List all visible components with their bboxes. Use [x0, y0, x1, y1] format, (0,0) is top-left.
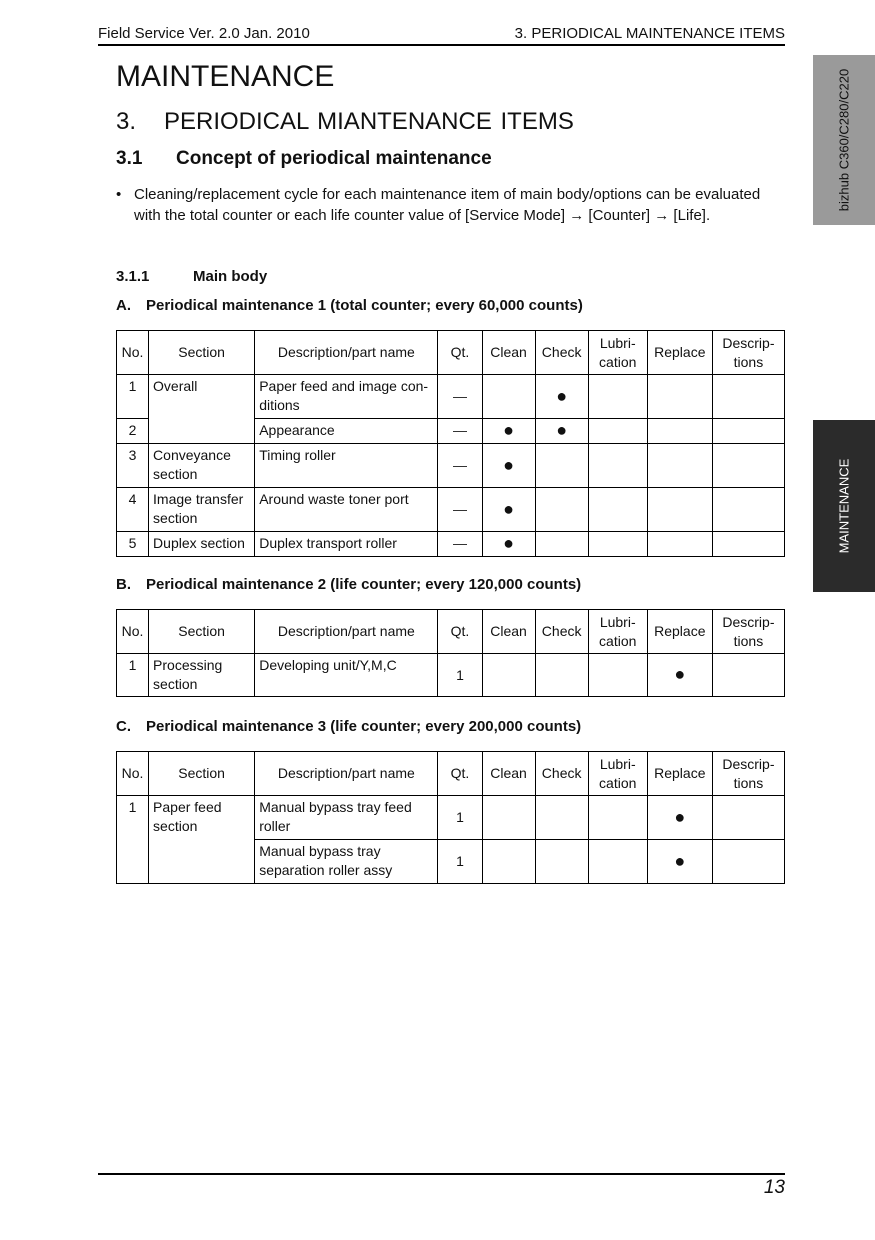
column-header-no: No.: [117, 610, 149, 654]
filled-circle-icon: ●: [556, 385, 568, 406]
cell-replace: [647, 654, 712, 697]
chapter-title: PERIODICAL MIANTENANCE ITEMS: [164, 108, 574, 135]
column-header-qt: Qt.: [438, 331, 482, 375]
cell-no: 2: [117, 419, 149, 444]
cell-clean: [482, 532, 535, 557]
column-header-description: Description/part name: [255, 752, 438, 796]
column-header-check: Check: [535, 610, 588, 654]
cell-check: [535, 532, 588, 557]
cell-descriptions: [712, 419, 784, 444]
filled-circle-icon: ●: [503, 498, 514, 519]
table-a-letter: A.: [116, 297, 131, 314]
table-a-heading: [116, 297, 583, 314]
cell-section: Duplex section: [149, 532, 255, 557]
cell-no: 5: [117, 532, 149, 557]
cell-qt: 1: [438, 796, 482, 840]
column-header-no: No.: [117, 331, 149, 375]
table-c-heading: [116, 718, 581, 735]
cell-check: [535, 840, 588, 884]
table-b-heading: [116, 576, 581, 593]
cell-no: 4: [117, 488, 149, 532]
cell-check: [535, 444, 588, 488]
cell-clean: [482, 840, 535, 884]
bullet-text: Cleaning/replacement cycle for each maintenance item of main body/options can be evaluated with the total counter or each life counter value of [Service Mode] → [Counter] → [Life].: [134, 186, 761, 224]
column-header-replace: Replace: [647, 752, 712, 796]
maintenance-table-b: [116, 609, 785, 697]
cell-descriptions: [712, 840, 784, 884]
cell-replace: [647, 444, 712, 488]
cell-lubrication: [588, 796, 647, 840]
cell-description: Appearance: [255, 419, 438, 444]
column-header-section: Section: [149, 331, 255, 375]
cell-replace: [647, 796, 712, 840]
cell-section: Conveyance section: [149, 444, 255, 488]
section-title: Concept of periodical maintenance: [176, 148, 492, 169]
column-header-qt: Qt.: [438, 752, 482, 796]
cell-descriptions: [712, 444, 784, 488]
table-row: [117, 796, 785, 840]
header-rule: [98, 44, 785, 46]
cell-descriptions: [712, 532, 784, 557]
column-header-lubrication: Lubri- cation: [588, 331, 647, 375]
cell-check: [535, 375, 588, 419]
cell-description: Timing roller: [255, 444, 438, 488]
cell-lubrication: [588, 444, 647, 488]
cell-no: 3: [117, 444, 149, 488]
dash-icon: [453, 397, 467, 398]
cell-section: Processing section: [149, 654, 255, 697]
cell-lubrication: [588, 375, 647, 419]
column-header-lubrication: Lubri- cation: [588, 610, 647, 654]
cell-description: Duplex transport roller: [255, 532, 438, 557]
table-header-row: [117, 752, 785, 796]
bullet-paragraph: [116, 184, 786, 226]
cell-qt: [438, 419, 482, 444]
section-heading: [116, 148, 492, 170]
column-header-lubrication: Lubri- cation: [588, 752, 647, 796]
filled-circle-icon: ●: [674, 664, 686, 684]
column-header-qt: Qt.: [438, 610, 482, 654]
column-header-descriptions: Descrip- tions: [712, 610, 784, 654]
bullet-icon: •: [116, 186, 122, 203]
cell-qt: [438, 444, 482, 488]
filled-circle-icon: ●: [674, 806, 686, 827]
cell-section: Image transfer section: [149, 488, 255, 532]
column-header-check: Check: [535, 752, 588, 796]
page-title: MAINTENANCE: [116, 60, 335, 93]
cell-qt: 1: [438, 840, 482, 884]
cell-replace: [647, 840, 712, 884]
side-tab-section: [813, 420, 875, 592]
side-tab-section-label: MAINTENANCE: [836, 458, 852, 554]
filled-circle-icon: ●: [503, 420, 514, 440]
cell-qt: 1: [438, 654, 482, 697]
table-row: [117, 532, 785, 557]
cell-lubrication: [588, 419, 647, 444]
chapter-number: 3.: [116, 108, 137, 135]
cell-descriptions: [712, 796, 784, 840]
cell-qt: [438, 532, 482, 557]
cell-clean: [482, 444, 535, 488]
subsection-title: Main body: [193, 268, 268, 285]
cell-check: [535, 419, 588, 444]
cell-check: [535, 488, 588, 532]
running-header-right: 3. PERIODICAL MAINTENANCE ITEMS: [514, 25, 785, 42]
dash-icon: [453, 431, 467, 432]
column-header-clean: Clean: [482, 752, 535, 796]
cell-description: Manual bypass tray separation roller assy: [255, 840, 438, 884]
chapter-heading: [116, 108, 574, 136]
table-row: [117, 375, 785, 419]
dash-icon: [453, 466, 467, 467]
table-header-row: [117, 331, 785, 375]
column-header-description: Description/part name: [255, 610, 438, 654]
cell-descriptions: [712, 375, 784, 419]
table-b-letter: B.: [116, 576, 131, 593]
column-header-descriptions: Descrip- tions: [712, 331, 784, 375]
cell-no: 1: [117, 654, 149, 697]
footer-rule: [98, 1173, 785, 1175]
column-header-clean: Clean: [482, 331, 535, 375]
column-header-section: Section: [149, 610, 255, 654]
table-row: [117, 488, 785, 532]
column-header-section: Section: [149, 752, 255, 796]
dash-icon: [453, 510, 467, 511]
cell-description: Around waste toner port: [255, 488, 438, 532]
cell-replace: [647, 419, 712, 444]
cell-description: Manual bypass tray feed roller: [255, 796, 438, 840]
cell-replace: [647, 375, 712, 419]
running-header-left: Field Service Ver. 2.0 Jan. 2010: [98, 25, 310, 42]
subsection-number: 3.1.1: [116, 268, 150, 285]
table-row: [117, 444, 785, 488]
filled-circle-icon: ●: [674, 850, 686, 871]
page-number: 13: [763, 1177, 785, 1198]
cell-no: 1: [117, 375, 149, 419]
cell-descriptions: [712, 488, 784, 532]
cell-clean: [482, 375, 535, 419]
side-tab-model: [813, 55, 875, 225]
cell-check: [535, 654, 588, 697]
table-c-letter: C.: [116, 718, 131, 735]
cell-section: Paper feed section: [149, 796, 255, 884]
cell-clean: [482, 796, 535, 840]
filled-circle-icon: ●: [556, 420, 568, 440]
side-tab-model-label: bizhub C360/C280/C220: [836, 68, 852, 212]
column-header-replace: Replace: [647, 331, 712, 375]
filled-circle-icon: ●: [503, 454, 514, 475]
cell-no: 1: [117, 796, 149, 884]
table-c-title: Periodical maintenance 3 (life counter; every 200,000 counts): [146, 718, 582, 735]
cell-clean: [482, 419, 535, 444]
column-header-descriptions: Descrip- tions: [712, 752, 784, 796]
maintenance-table-c: [116, 751, 785, 884]
section-number: 3.1: [116, 148, 143, 169]
filled-circle-icon: ●: [503, 533, 514, 553]
maintenance-table-a: [116, 330, 785, 557]
column-header-check: Check: [535, 331, 588, 375]
subsection-heading: [116, 268, 267, 285]
cell-lubrication: [588, 840, 647, 884]
cell-clean: [482, 654, 535, 697]
cell-lubrication: [588, 654, 647, 697]
dash-icon: [453, 544, 467, 545]
column-header-clean: Clean: [482, 610, 535, 654]
cell-description: Developing unit/Y,M,C: [255, 654, 438, 697]
column-header-no: No.: [117, 752, 149, 796]
cell-check: [535, 796, 588, 840]
table-row: [117, 654, 785, 697]
column-header-replace: Replace: [647, 610, 712, 654]
table-a-title: Periodical maintenance 1 (total counter; every 60,000 counts): [146, 297, 583, 314]
column-header-description: Description/part name: [255, 331, 438, 375]
cell-clean: [482, 488, 535, 532]
cell-lubrication: [588, 532, 647, 557]
table-header-row: [117, 610, 785, 654]
table-b-title: Periodical maintenance 2 (life counter; every 120,000 counts): [146, 576, 582, 593]
cell-description: Paper feed and image con- ditions: [255, 375, 438, 419]
cell-descriptions: [712, 654, 784, 697]
cell-qt: [438, 375, 482, 419]
cell-qt: [438, 488, 482, 532]
cell-replace: [647, 532, 712, 557]
cell-section: Overall: [149, 375, 255, 444]
cell-lubrication: [588, 488, 647, 532]
cell-replace: [647, 488, 712, 532]
